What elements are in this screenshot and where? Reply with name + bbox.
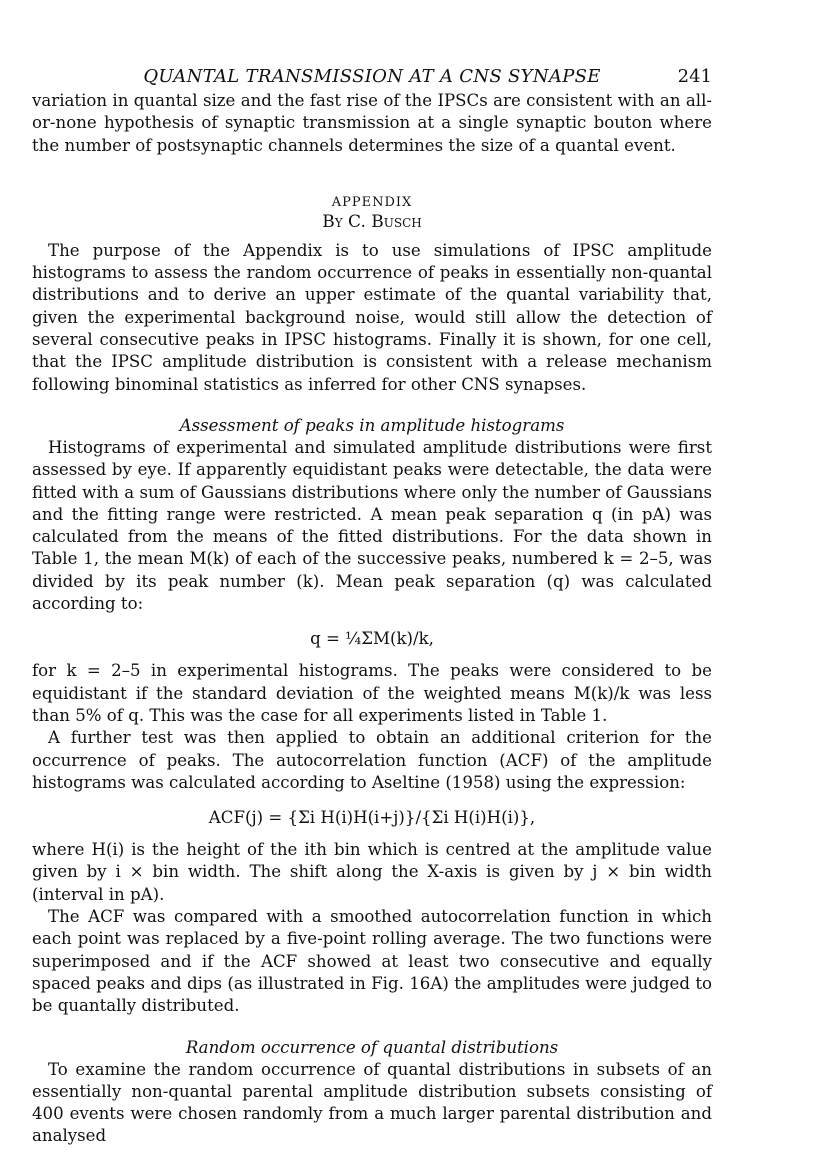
appendix-purpose-paragraph: The purpose of the Appendix is to use simulations of IPSC amplitude histograms to assess the random occurrence of peaks in essentially non-quantal distributions and to derive an upper estimate of the quantal variability that, given the experimental background noise, would still allow the detection of several consecutive peaks in IPSC histograms. Finally it is shown, for one cell, that the IPSC amplitude distribution is consistent with a release mechanism following binominal statistics as inferred for other CNS synapses. — [32, 240, 712, 394]
section-heading-peaks: Assessment of peaks in amplitude histograms — [179, 415, 565, 435]
equation-q: q = ¼ΣM(k)/k, — [310, 629, 434, 649]
equation-acf: ACF(j) = {Σi H(i)H(i+j)}/{Σi H(i)H(i)}, — [208, 808, 536, 828]
page-number: 241 — [677, 66, 712, 87]
section-heading-random: Random occurrence of quantal distributions — [185, 1037, 559, 1057]
appendix-label: APPENDIX — [331, 194, 413, 210]
appendix-byline: By C. Busch — [322, 211, 422, 232]
peaks-paragraph-3: A further test was then applied to obtain an additional criterion for the occurrence of peaks. The autocorrelation function (ACF) of the amplitude histograms was calculated according to Aseltine (1958) using the expression: — [32, 728, 712, 792]
peaks-paragraph-4: where H(i) is the height of the ith bin which is centred at the amplitude value given by i × bin width. The shift along the X-axis is given by j × bin width (interval in pA). — [32, 840, 712, 904]
intro-paragraph: variation in quantal size and the fast rise of the IPSCs are consistent with an all-or-none hypothesis of synaptic transmission at a single synaptic bouton where the number of postsynaptic channels determines the size of a quantal event. — [32, 91, 712, 155]
random-paragraph-1: To examine the random occurrence of quantal distributions in subsets of an essentially non-quantal parental amplitude distribution subsets consisting of 400 events were chosen randomly from a much larger parental distribution and analysed — [32, 1059, 712, 1146]
peaks-paragraph-5: The ACF was compared with a smoothed autocorrelation function in which each point was replaced by a five-point rolling average. The two functions were superimposed and if the ACF showed at least two consecutive and equally spaced peaks and dips (as illustrated in Fig. 16A) the amplitudes were judged to be quantally distributed. — [32, 907, 712, 1016]
running-title: QUANTAL TRANSMISSION AT A CNS SYNAPSE — [143, 66, 601, 87]
peaks-paragraph-2: for k = 2–5 in experimental histograms. The peaks were considered to be equidistant if the standard deviation of the weighted means M(k)/k was less than 5% of q. This was the case for all experiments listed in Table 1. — [32, 661, 712, 725]
peaks-paragraph-1: Histograms of experimental and simulated amplitude distributions were first assessed by eye. If apparently equidistant peaks were detectable, the data were fitted with a sum of Gaussians distributions where only the number of Gaussians and the fitting range were restricted. A mean peak separation q (in pA) was calculated from the means of the fitted distributions. For the data shown in Table 1, the mean M(k) of each of the successive peaks, numbered k = 2–5, was divided by its peak number (k). Mean peak separation (q) was calculated according to: — [32, 437, 712, 614]
paper-page — [32, 62, 712, 1148]
page-header — [32, 62, 712, 90]
